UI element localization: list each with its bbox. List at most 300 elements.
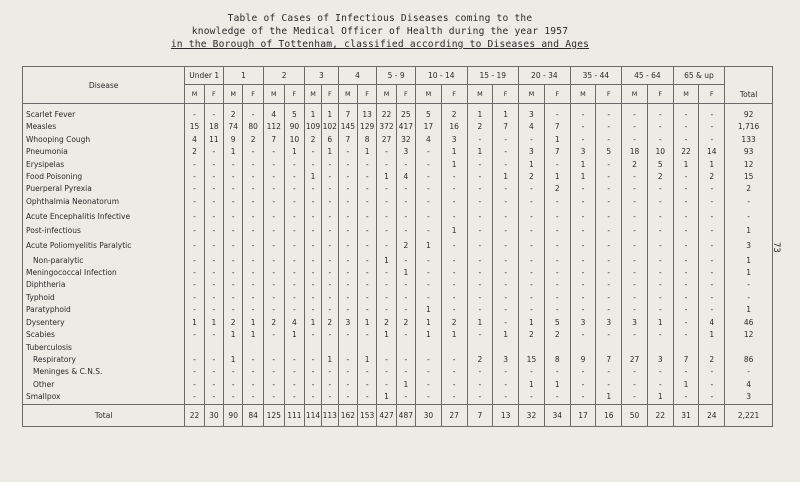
case-count: - <box>441 183 467 195</box>
empty-cell <box>185 342 204 354</box>
column-total: 113 <box>321 404 338 426</box>
case-count: - <box>647 379 673 391</box>
case-count: 22 <box>377 109 396 121</box>
case-count: - <box>570 238 596 255</box>
case-count: - <box>224 225 243 237</box>
row-total: 3 <box>725 391 773 404</box>
case-count: 3 <box>338 317 357 329</box>
header-female: F <box>396 85 415 104</box>
header-female: F <box>204 85 223 104</box>
row-total: 4 <box>725 379 773 391</box>
case-count: - <box>377 292 396 304</box>
case-count: - <box>570 208 596 225</box>
empty-cell <box>622 342 648 354</box>
case-count: - <box>622 379 648 391</box>
case-count: 1 <box>647 391 673 404</box>
case-count: - <box>493 255 519 267</box>
case-count: - <box>467 255 493 267</box>
case-count: - <box>377 304 396 316</box>
disease-name: Respiratory <box>23 354 185 366</box>
case-count: - <box>673 134 699 146</box>
header-disease: Disease <box>23 67 185 104</box>
case-count: - <box>243 183 264 195</box>
case-count: - <box>243 171 264 183</box>
case-count: 1 <box>416 317 442 329</box>
case-count: - <box>493 196 519 208</box>
header-male: M <box>305 85 322 104</box>
disease-name: Food Poisoning <box>23 171 185 183</box>
case-count: - <box>396 159 415 171</box>
case-count: - <box>699 109 725 121</box>
case-count: - <box>263 196 284 208</box>
column-total: 90 <box>224 404 243 426</box>
case-count: - <box>441 171 467 183</box>
case-count: - <box>263 159 284 171</box>
case-count: - <box>416 196 442 208</box>
case-count: - <box>284 354 305 366</box>
case-count: - <box>263 391 284 404</box>
case-count: - <box>647 292 673 304</box>
case-count: - <box>377 279 396 291</box>
header-age-group: 65 & up <box>673 67 725 85</box>
header-age-group: 35 - 44 <box>570 67 622 85</box>
case-count: - <box>204 208 223 225</box>
case-count: - <box>358 208 377 225</box>
case-count: - <box>596 304 622 316</box>
header-male: M <box>185 85 204 104</box>
case-count: - <box>243 279 264 291</box>
case-count: - <box>596 267 622 279</box>
case-count: - <box>622 225 648 237</box>
case-count: - <box>544 238 570 255</box>
disease-name: Meninges & C.N.S. <box>23 366 185 378</box>
case-count: 7 <box>263 134 284 146</box>
case-count: - <box>647 304 673 316</box>
case-count: - <box>224 255 243 267</box>
table-title <box>150 12 610 51</box>
case-count: 1 <box>416 329 442 341</box>
case-count: - <box>338 159 357 171</box>
case-count: 2 <box>544 183 570 195</box>
case-count: - <box>305 292 322 304</box>
case-count: 5 <box>596 146 622 158</box>
case-count: - <box>243 366 264 378</box>
case-count: 2 <box>263 317 284 329</box>
case-count: - <box>263 329 284 341</box>
case-count: - <box>185 196 204 208</box>
header-female: F <box>647 85 673 104</box>
title-line-1: Table of Cases of Infectious Diseases coming to the <box>227 13 533 24</box>
case-count: - <box>321 255 338 267</box>
disease-name: Non-paralytic <box>23 255 185 267</box>
case-count: - <box>519 366 545 378</box>
case-count: - <box>338 391 357 404</box>
case-count: - <box>377 238 396 255</box>
case-count: - <box>441 255 467 267</box>
case-count: - <box>263 267 284 279</box>
case-count: - <box>441 304 467 316</box>
empty-cell <box>725 342 773 354</box>
case-count: - <box>396 391 415 404</box>
empty-cell <box>243 342 264 354</box>
row-total: 1,716 <box>725 121 773 133</box>
table-row <box>23 329 773 341</box>
case-count: 1 <box>358 146 377 158</box>
case-count: - <box>185 238 204 255</box>
case-count: - <box>622 255 648 267</box>
row-total: 1 <box>725 267 773 279</box>
empty-cell <box>396 342 415 354</box>
case-count: - <box>647 255 673 267</box>
case-count: - <box>396 279 415 291</box>
column-total: 153 <box>358 404 377 426</box>
case-count: - <box>305 366 322 378</box>
case-count: 74 <box>224 121 243 133</box>
case-count: 7 <box>544 121 570 133</box>
header-male: M <box>673 85 699 104</box>
case-count: - <box>377 366 396 378</box>
case-count: 5 <box>544 317 570 329</box>
header-age-group: 4 <box>338 67 377 85</box>
table-row <box>23 279 773 291</box>
case-count: 1 <box>185 317 204 329</box>
case-count: 4 <box>185 134 204 146</box>
title-line-2: knowledge of the Medical Officer of Health during the year 1957 <box>191 26 569 37</box>
case-count: - <box>263 366 284 378</box>
case-count: - <box>338 304 357 316</box>
disease-name: Whooping Cough <box>23 134 185 146</box>
case-count: - <box>673 196 699 208</box>
case-count: - <box>204 279 223 291</box>
case-count: - <box>441 238 467 255</box>
case-count: - <box>544 304 570 316</box>
disease-name: Erysipelas <box>23 159 185 171</box>
case-count: 2 <box>647 171 673 183</box>
case-count: - <box>321 171 338 183</box>
case-count: 7 <box>338 134 357 146</box>
header-male: M <box>519 85 545 104</box>
case-count: - <box>570 279 596 291</box>
case-count: 2 <box>519 329 545 341</box>
case-count: - <box>441 208 467 225</box>
case-count: - <box>396 354 415 366</box>
case-count: - <box>467 391 493 404</box>
case-count: - <box>305 329 322 341</box>
case-count: - <box>377 225 396 237</box>
case-count: - <box>467 183 493 195</box>
column-total: 31 <box>673 404 699 426</box>
case-count: 5 <box>647 159 673 171</box>
header-male: M <box>224 85 243 104</box>
case-count: - <box>647 225 673 237</box>
case-count: 1 <box>544 379 570 391</box>
case-count: - <box>441 366 467 378</box>
case-count: - <box>338 279 357 291</box>
case-count: - <box>377 159 396 171</box>
case-count: - <box>305 354 322 366</box>
case-count: - <box>647 109 673 121</box>
case-count: - <box>284 279 305 291</box>
case-count: - <box>699 379 725 391</box>
column-total: 7 <box>467 404 493 426</box>
case-count: - <box>596 255 622 267</box>
header-female: F <box>699 85 725 104</box>
case-count: - <box>467 292 493 304</box>
case-count: - <box>673 225 699 237</box>
case-count: 4 <box>284 317 305 329</box>
case-count: - <box>338 379 357 391</box>
case-count: 1 <box>284 329 305 341</box>
case-count: - <box>570 255 596 267</box>
case-count: - <box>441 292 467 304</box>
case-count: - <box>519 134 545 146</box>
column-total: 114 <box>305 404 322 426</box>
case-count: 1 <box>358 317 377 329</box>
case-count: - <box>284 183 305 195</box>
case-count: - <box>305 267 322 279</box>
case-count: - <box>305 146 322 158</box>
table-row <box>23 171 773 183</box>
table-row <box>23 255 773 267</box>
case-count: - <box>358 267 377 279</box>
case-count: - <box>493 225 519 237</box>
case-count: - <box>467 304 493 316</box>
case-count: - <box>647 196 673 208</box>
row-total: 2 <box>725 183 773 195</box>
empty-cell <box>224 342 243 354</box>
column-total: 30 <box>204 404 223 426</box>
case-count: - <box>544 225 570 237</box>
case-count: - <box>377 208 396 225</box>
case-count: - <box>338 267 357 279</box>
case-count: 3 <box>396 146 415 158</box>
case-count: - <box>377 379 396 391</box>
case-count: - <box>185 379 204 391</box>
case-count: - <box>416 171 442 183</box>
case-count: - <box>358 366 377 378</box>
case-count: - <box>622 109 648 121</box>
column-total: 17 <box>570 404 596 426</box>
case-count: 1 <box>699 329 725 341</box>
case-count: - <box>493 238 519 255</box>
case-count: - <box>544 255 570 267</box>
empty-cell <box>647 342 673 354</box>
case-count: - <box>377 267 396 279</box>
case-count: - <box>284 238 305 255</box>
case-count: - <box>358 159 377 171</box>
empty-cell <box>305 342 322 354</box>
row-total: - <box>725 292 773 304</box>
case-count: - <box>263 171 284 183</box>
case-count: - <box>224 391 243 404</box>
case-count: - <box>204 171 223 183</box>
case-count: - <box>673 255 699 267</box>
case-count: - <box>224 304 243 316</box>
empty-cell <box>204 342 223 354</box>
case-count: - <box>493 208 519 225</box>
header-total: Total <box>725 67 773 104</box>
row-total: - <box>725 196 773 208</box>
case-count: 7 <box>596 354 622 366</box>
case-count: - <box>699 121 725 133</box>
case-count: - <box>243 238 264 255</box>
case-count: - <box>519 279 545 291</box>
table-row <box>23 267 773 279</box>
case-count: - <box>596 159 622 171</box>
case-count: - <box>185 366 204 378</box>
case-count: 3 <box>570 146 596 158</box>
case-count: - <box>493 366 519 378</box>
case-count: 1 <box>224 146 243 158</box>
case-count: 1 <box>467 317 493 329</box>
case-count: - <box>338 366 357 378</box>
case-count: 112 <box>263 121 284 133</box>
case-count: - <box>243 109 264 121</box>
case-count: - <box>224 279 243 291</box>
case-count: - <box>263 146 284 158</box>
case-count: - <box>305 304 322 316</box>
case-count: 6 <box>321 134 338 146</box>
case-count: - <box>544 391 570 404</box>
case-count: - <box>224 366 243 378</box>
case-count: - <box>204 304 223 316</box>
case-count: - <box>224 196 243 208</box>
disease-name: Diphtheria <box>23 279 185 291</box>
case-count: - <box>519 304 545 316</box>
case-count: 22 <box>673 146 699 158</box>
case-count: 1 <box>441 329 467 341</box>
case-count: 1 <box>243 329 264 341</box>
case-count: - <box>544 159 570 171</box>
header-age-group: 1 <box>224 67 264 85</box>
case-count: 80 <box>243 121 264 133</box>
case-count: 1 <box>377 329 396 341</box>
case-count: - <box>358 171 377 183</box>
table-row <box>23 208 773 225</box>
case-count: - <box>673 208 699 225</box>
case-count: - <box>185 171 204 183</box>
case-count: - <box>321 225 338 237</box>
case-count: - <box>570 391 596 404</box>
case-count: 1 <box>467 109 493 121</box>
case-count: - <box>519 238 545 255</box>
case-count: - <box>570 292 596 304</box>
row-total: 92 <box>725 109 773 121</box>
case-count: - <box>570 379 596 391</box>
case-count: - <box>263 354 284 366</box>
case-count: 2 <box>441 317 467 329</box>
table-row <box>23 391 773 404</box>
case-count: 1 <box>673 159 699 171</box>
disease-name: Measles <box>23 121 185 133</box>
table-row <box>23 225 773 237</box>
table-row <box>23 366 773 378</box>
table-row <box>23 134 773 146</box>
case-count: 2 <box>396 317 415 329</box>
case-count: - <box>338 196 357 208</box>
case-count: - <box>185 255 204 267</box>
case-count: 8 <box>358 134 377 146</box>
case-count: - <box>544 292 570 304</box>
case-count: - <box>673 109 699 121</box>
case-count: 7 <box>673 354 699 366</box>
header-male: M <box>622 85 648 104</box>
table-row <box>23 146 773 158</box>
case-count: - <box>544 267 570 279</box>
case-count: - <box>396 304 415 316</box>
case-count: - <box>396 292 415 304</box>
case-count: - <box>441 379 467 391</box>
case-count: 129 <box>358 121 377 133</box>
case-count: 2 <box>224 317 243 329</box>
case-count: 5 <box>416 109 442 121</box>
row-total: 1 <box>725 225 773 237</box>
column-total: 427 <box>377 404 396 426</box>
disease-name: Ophthalmia Neonatorum <box>23 196 185 208</box>
table-row <box>23 304 773 316</box>
case-count: 3 <box>596 317 622 329</box>
case-count: 1 <box>305 109 322 121</box>
case-count: - <box>647 329 673 341</box>
row-total: 46 <box>725 317 773 329</box>
case-count: - <box>377 183 396 195</box>
case-count: - <box>467 279 493 291</box>
case-count: - <box>185 292 204 304</box>
case-count: - <box>204 146 223 158</box>
case-count: - <box>596 366 622 378</box>
header-female: F <box>544 85 570 104</box>
case-count: - <box>647 134 673 146</box>
case-count: - <box>467 171 493 183</box>
case-count: - <box>263 183 284 195</box>
disease-name: Scabies <box>23 329 185 341</box>
case-count: - <box>204 366 223 378</box>
case-count: - <box>358 225 377 237</box>
case-count: - <box>358 238 377 255</box>
case-count: 1 <box>284 146 305 158</box>
case-count: 2 <box>305 134 322 146</box>
case-count: 4 <box>416 134 442 146</box>
case-count: - <box>396 225 415 237</box>
case-count: - <box>519 225 545 237</box>
case-count: - <box>596 329 622 341</box>
case-count: - <box>204 225 223 237</box>
empty-cell <box>284 342 305 354</box>
case-count: 16 <box>441 121 467 133</box>
case-count: - <box>284 366 305 378</box>
case-count: - <box>185 304 204 316</box>
case-count: - <box>284 292 305 304</box>
case-count: 1 <box>519 379 545 391</box>
case-count: - <box>321 208 338 225</box>
case-count: - <box>358 183 377 195</box>
case-count: 1 <box>377 255 396 267</box>
column-total: 162 <box>338 404 357 426</box>
case-count: - <box>305 225 322 237</box>
header-male: M <box>416 85 442 104</box>
case-count: - <box>204 109 223 121</box>
case-count: - <box>519 391 545 404</box>
empty-cell <box>416 342 442 354</box>
case-count: - <box>673 292 699 304</box>
case-count: 4 <box>699 317 725 329</box>
table-row <box>23 159 773 171</box>
case-count: - <box>622 279 648 291</box>
case-count: - <box>647 183 673 195</box>
case-count: - <box>467 238 493 255</box>
case-count: - <box>699 183 725 195</box>
case-count: - <box>647 267 673 279</box>
